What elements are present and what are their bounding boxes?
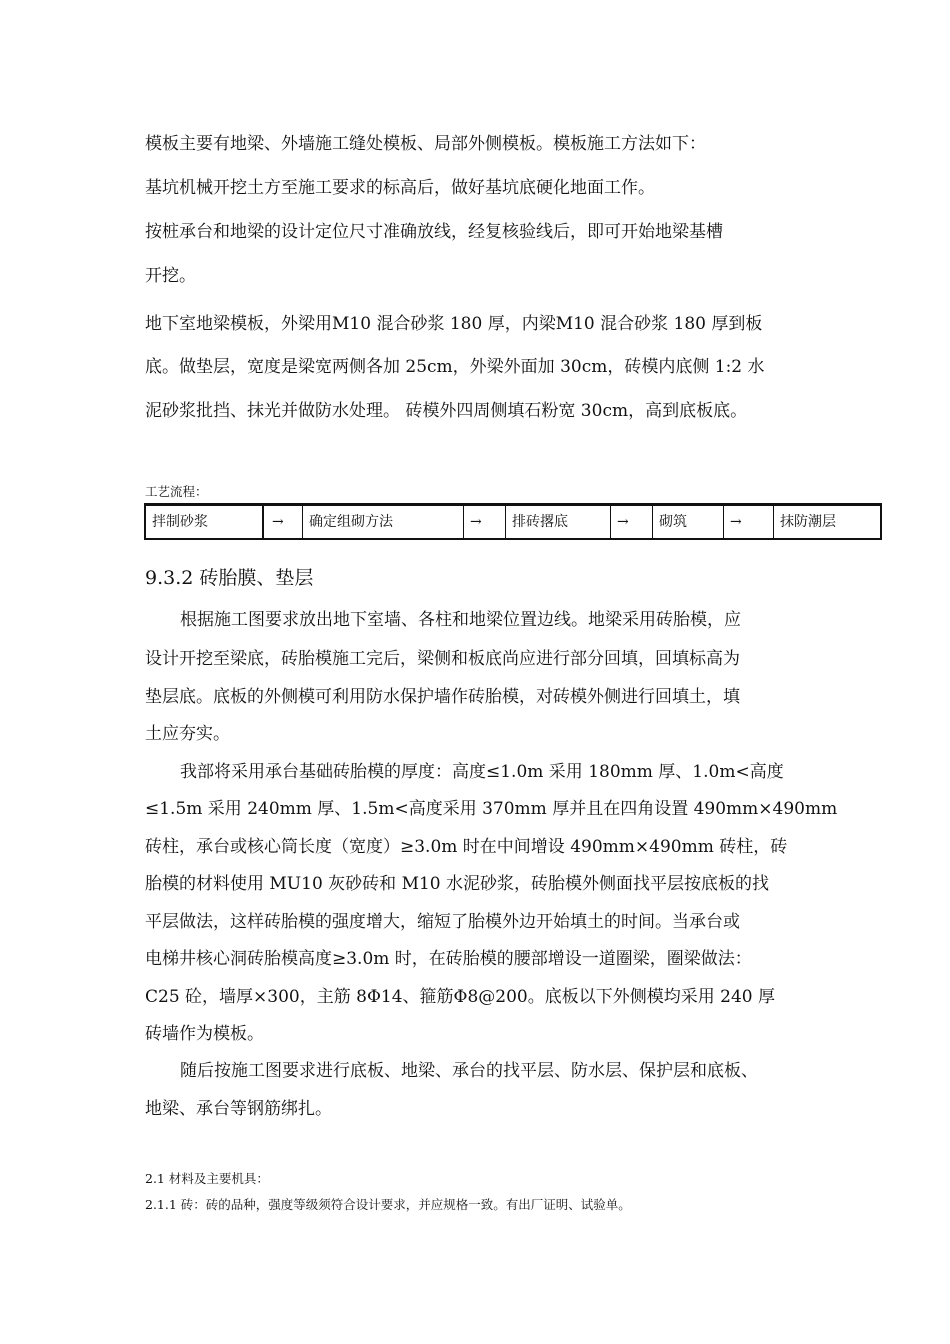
flow-step: 拌制砂浆 [146,506,263,538]
paragraph-line: 垫层底。底板的外侧模可利用防水保护墙作砖胎模，对砖模外侧进行回填土，填 [145,687,740,707]
paragraph-line: 砖墙作为模板。 [145,1024,264,1044]
flow-arrow: → [263,506,303,538]
flow-arrow: → [464,506,506,538]
process-flow-caption: 工艺流程： [145,484,208,499]
flow-step: 确定组砌方法 [303,506,464,538]
paragraph-line: 我部将采用承台基础砖胎模的厚度：高度≤1.0m 采用 180mm 厚、1.0m<高度 [180,762,784,782]
flow-arrow: → [724,506,774,538]
flow-arrow: → [611,506,653,538]
paragraph-line: 土应夯实。 [145,724,230,744]
paragraph-line: 砖柱，承台或核心筒长度（宽度）≥3.0m 时在中间增设 490mm×490mm 砖柱，砖 [145,837,788,857]
paragraph-line: 根据施工图要求放出地下室墙、各柱和地梁位置边线。地梁采用砖胎模，应 [180,610,741,630]
section-heading: 9.3.2 砖胎膜、垫层 [145,567,314,589]
paragraph-line: 底。做垫层，宽度是梁宽两侧各加 25cm，外梁外面加 30cm，砖模内底侧 1:2 水 [145,357,765,377]
process-flow-table [144,503,882,540]
paragraph-line: 电梯井核心洞砖胎模高度≥3.0m 时，在砖胎模的腰部增设一道圈梁，圈梁做法： [145,949,752,969]
paragraph-line: ≤1.5m 采用 240mm 厚、1.5m<高度采用 370mm 厚并且在四角设置 490mm×490mm [145,799,838,819]
paragraph-line: 地下室地梁模板，外梁用M10 混合砂浆 180 厚，内梁M10 混合砂浆 180 厚到板 [145,314,763,334]
flow-step: 抹防潮层 [780,514,836,530]
paragraph-line: 随后按施工图要求进行底板、地梁、承台的找平层、防水层、保护层和底板、 [180,1061,758,1081]
paragraph-line: 平层做法，这样砖胎模的强度增大，缩短了胎模外边开始填土的时间。当承台或 [145,912,740,932]
flow-step: 排砖撂底 [506,506,611,538]
paragraph-line: 开挖。 [145,266,196,286]
paragraph-line: 胎模的材料使用 MU10 灰砂砖和 M10 水泥砂浆，砖胎模外侧面找平层按底板的找 [145,874,770,894]
paragraph-line: 模板主要有地梁、外墙施工缝处模板、局部外侧模板。模板施工方法如下： [145,134,706,154]
materials-item: 2.1.1 砖：砖的品种，强度等级须符合设计要求，并应规格一致。有出厂证明、试验单。 [145,1197,631,1212]
materials-heading: 2.1 材料及主要机具： [145,1171,269,1186]
paragraph-line: 泥砂浆批挡、抹光并做防水处理。 砖模外四周侧填石粉宽 30cm，高到底板底。 [145,401,748,421]
paragraph-line: C25 砼，墙厚×300，主筋 8Φ14、箍筋Φ8@200。底板以下外侧模均采用 240 厚 [145,987,775,1007]
flow-step: 砌筑 [653,506,724,538]
paragraph-line: 地梁、承台等钢筋绑扎。 [145,1099,332,1119]
paragraph-line: 基坑机械开挖土方至施工要求的标高后，做好基坑底硬化地面工作。 [145,178,655,198]
paragraph-line: 设计开挖至梁底，砖胎模施工完后，梁侧和板底尚应进行部分回填，回填标高为 [145,649,740,669]
paragraph-line: 按桩承台和地梁的设计定位尺寸准确放线，经复核验线后，即可开始地梁基槽 [145,222,723,242]
